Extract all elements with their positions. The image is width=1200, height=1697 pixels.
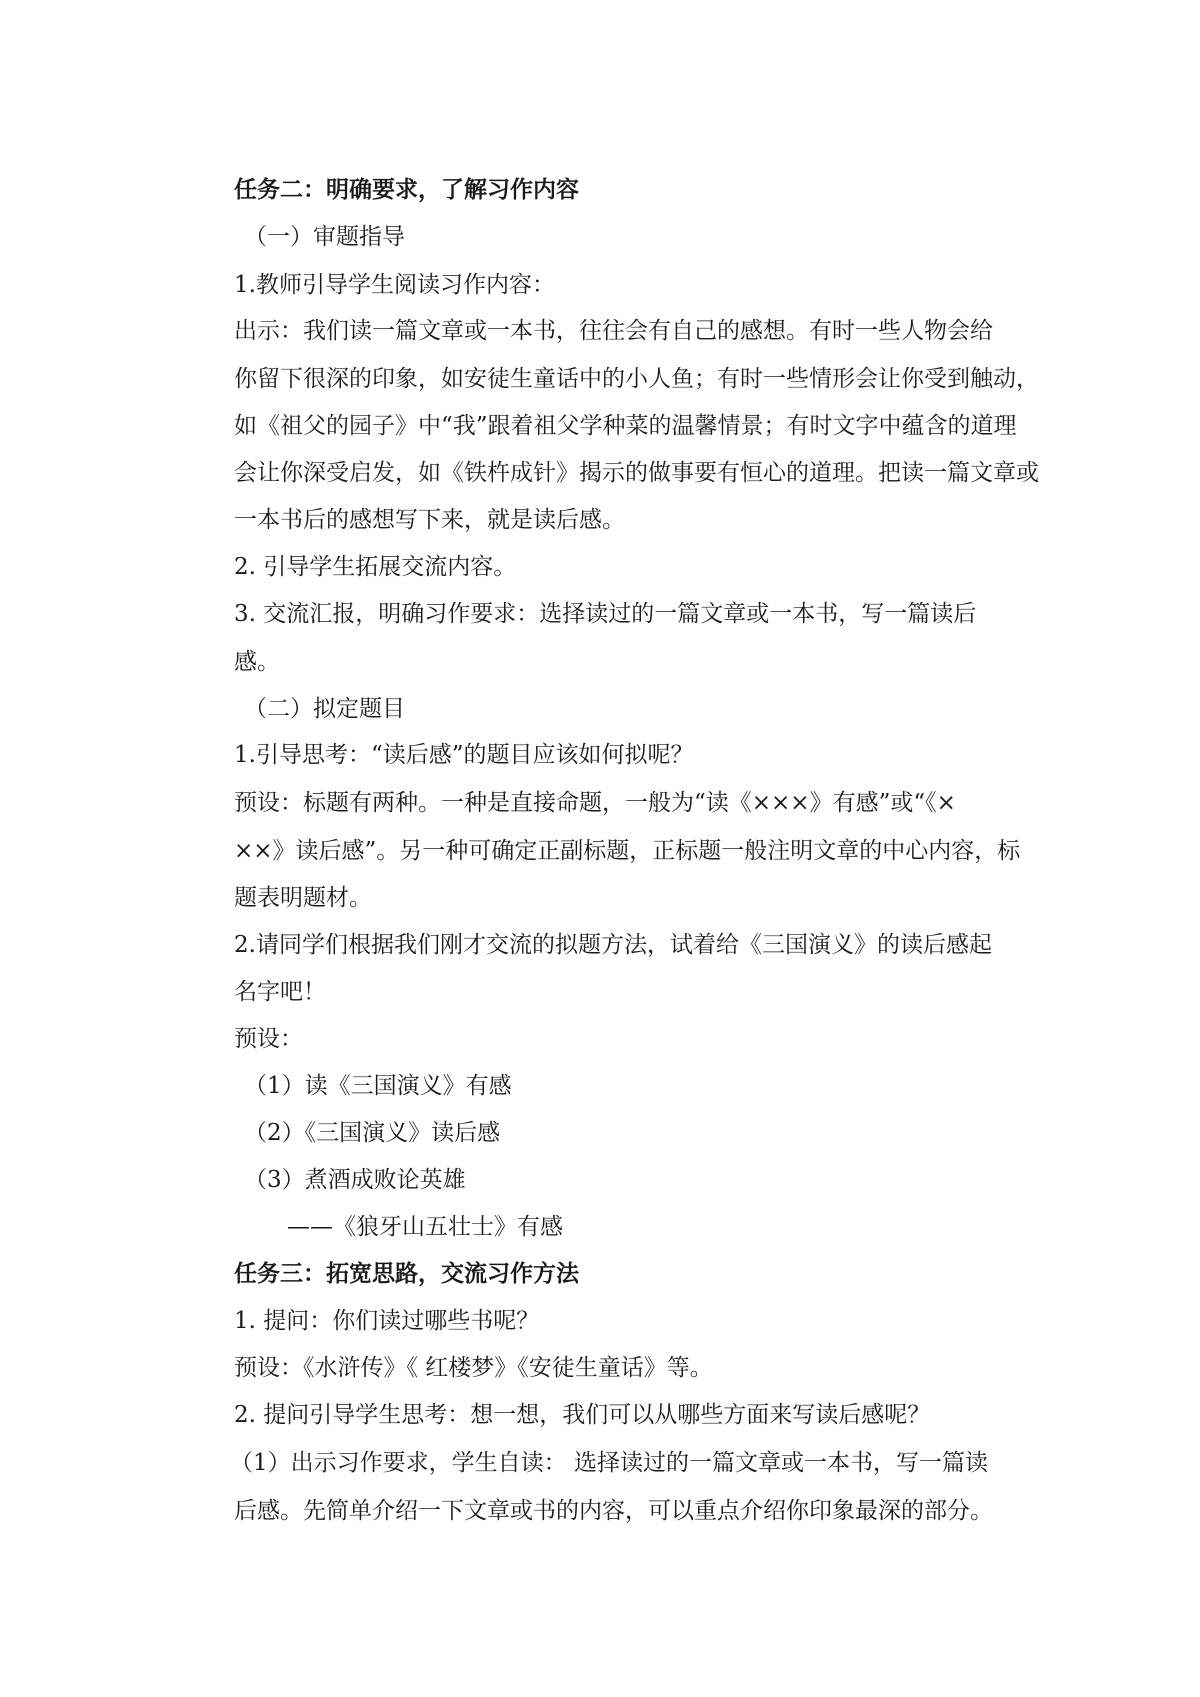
title-option-2: （2）《三国演义》读后感 bbox=[244, 1120, 501, 1146]
requirement-line-1: （1）出示习作要求，学生自读： 选择读过的一篇文章或一本书，写一篇读 bbox=[230, 1450, 988, 1476]
preset-line-1: 预设：标题有两种。一种是直接命题，一般为“读《×××》有感”或“《× bbox=[234, 790, 956, 816]
show-line-1: 出示：我们读一篇文章或一本书，往往会有自己的感想。有时一些人物会给 bbox=[234, 318, 993, 344]
section1-heading: （一）审题指导 bbox=[244, 224, 405, 250]
step3-line-2: 感。 bbox=[234, 649, 280, 675]
title-option-1: （1）读《三国演义》有感 bbox=[244, 1073, 512, 1099]
title-subtitle: ——《狼牙山五壮士》有感 bbox=[287, 1214, 563, 1240]
section2-heading: （二）拟定题目 bbox=[244, 696, 405, 722]
guide-question: 1.引导思考：“读后感”的题目应该如何拟呢？ bbox=[234, 742, 694, 768]
step1-text: 1.教师引导学生阅读习作内容： bbox=[234, 272, 555, 298]
task2-heading: 任务二：明确要求，了解习作内容 bbox=[234, 176, 579, 203]
show-line-4: 会让你深受启发，如《铁杵成针》揭示的做事要有恒心的道理。把读一篇文章或 bbox=[234, 460, 1039, 486]
show-line-5: 一本书后的感想写下来，就是读后感。 bbox=[234, 507, 625, 533]
preset-label: 预设： bbox=[234, 1026, 303, 1052]
show-line-3: 如《祖父的园子》中“我”跟着祖父学种菜的温馨情景；有时文字中蕴含的道理 bbox=[234, 413, 1017, 439]
show-line-2: 你留下很深的印象，如安徒生童话中的小人鱼；有时一些情形会让你受到触动， bbox=[234, 366, 1039, 392]
preset-books: 预设：《水浒传》《 红楼梦》《安徒生童话》等。 bbox=[234, 1355, 713, 1381]
ask1-text: 1. 提问：你们读过哪些书呢？ bbox=[234, 1308, 540, 1334]
step3-line-1: 3. 交流汇报，明确习作要求：选择读过的一篇文章或一本书，写一篇读后 bbox=[234, 601, 977, 627]
step2b-line-1: 2.请同学们根据我们刚才交流的拟题方法，试着给《三国演义》的读后感起 bbox=[234, 932, 992, 958]
title-option-3: （3）煮酒成败论英雄 bbox=[244, 1167, 466, 1193]
step2-text: 2. 引导学生拓展交流内容。 bbox=[234, 554, 517, 580]
requirement-line-2: 后感。先简单介绍一下文章或书的内容，可以重点介绍你印象最深的部分。 bbox=[234, 1498, 993, 1524]
preset-line-3: 题表明题材。 bbox=[234, 885, 372, 911]
task3-heading: 任务三：拓宽思路，交流习作方法 bbox=[234, 1260, 579, 1287]
ask2-text: 2. 提问引导学生思考：想一想，我们可以从哪些方面来写读后感呢？ bbox=[234, 1402, 931, 1428]
step2b-line-2: 名字吧！ bbox=[234, 979, 326, 1005]
preset-line-2: ××》读后感”。另一种可确定正副标题，正标题一般注明文章的中心内容，标 bbox=[234, 838, 1021, 864]
